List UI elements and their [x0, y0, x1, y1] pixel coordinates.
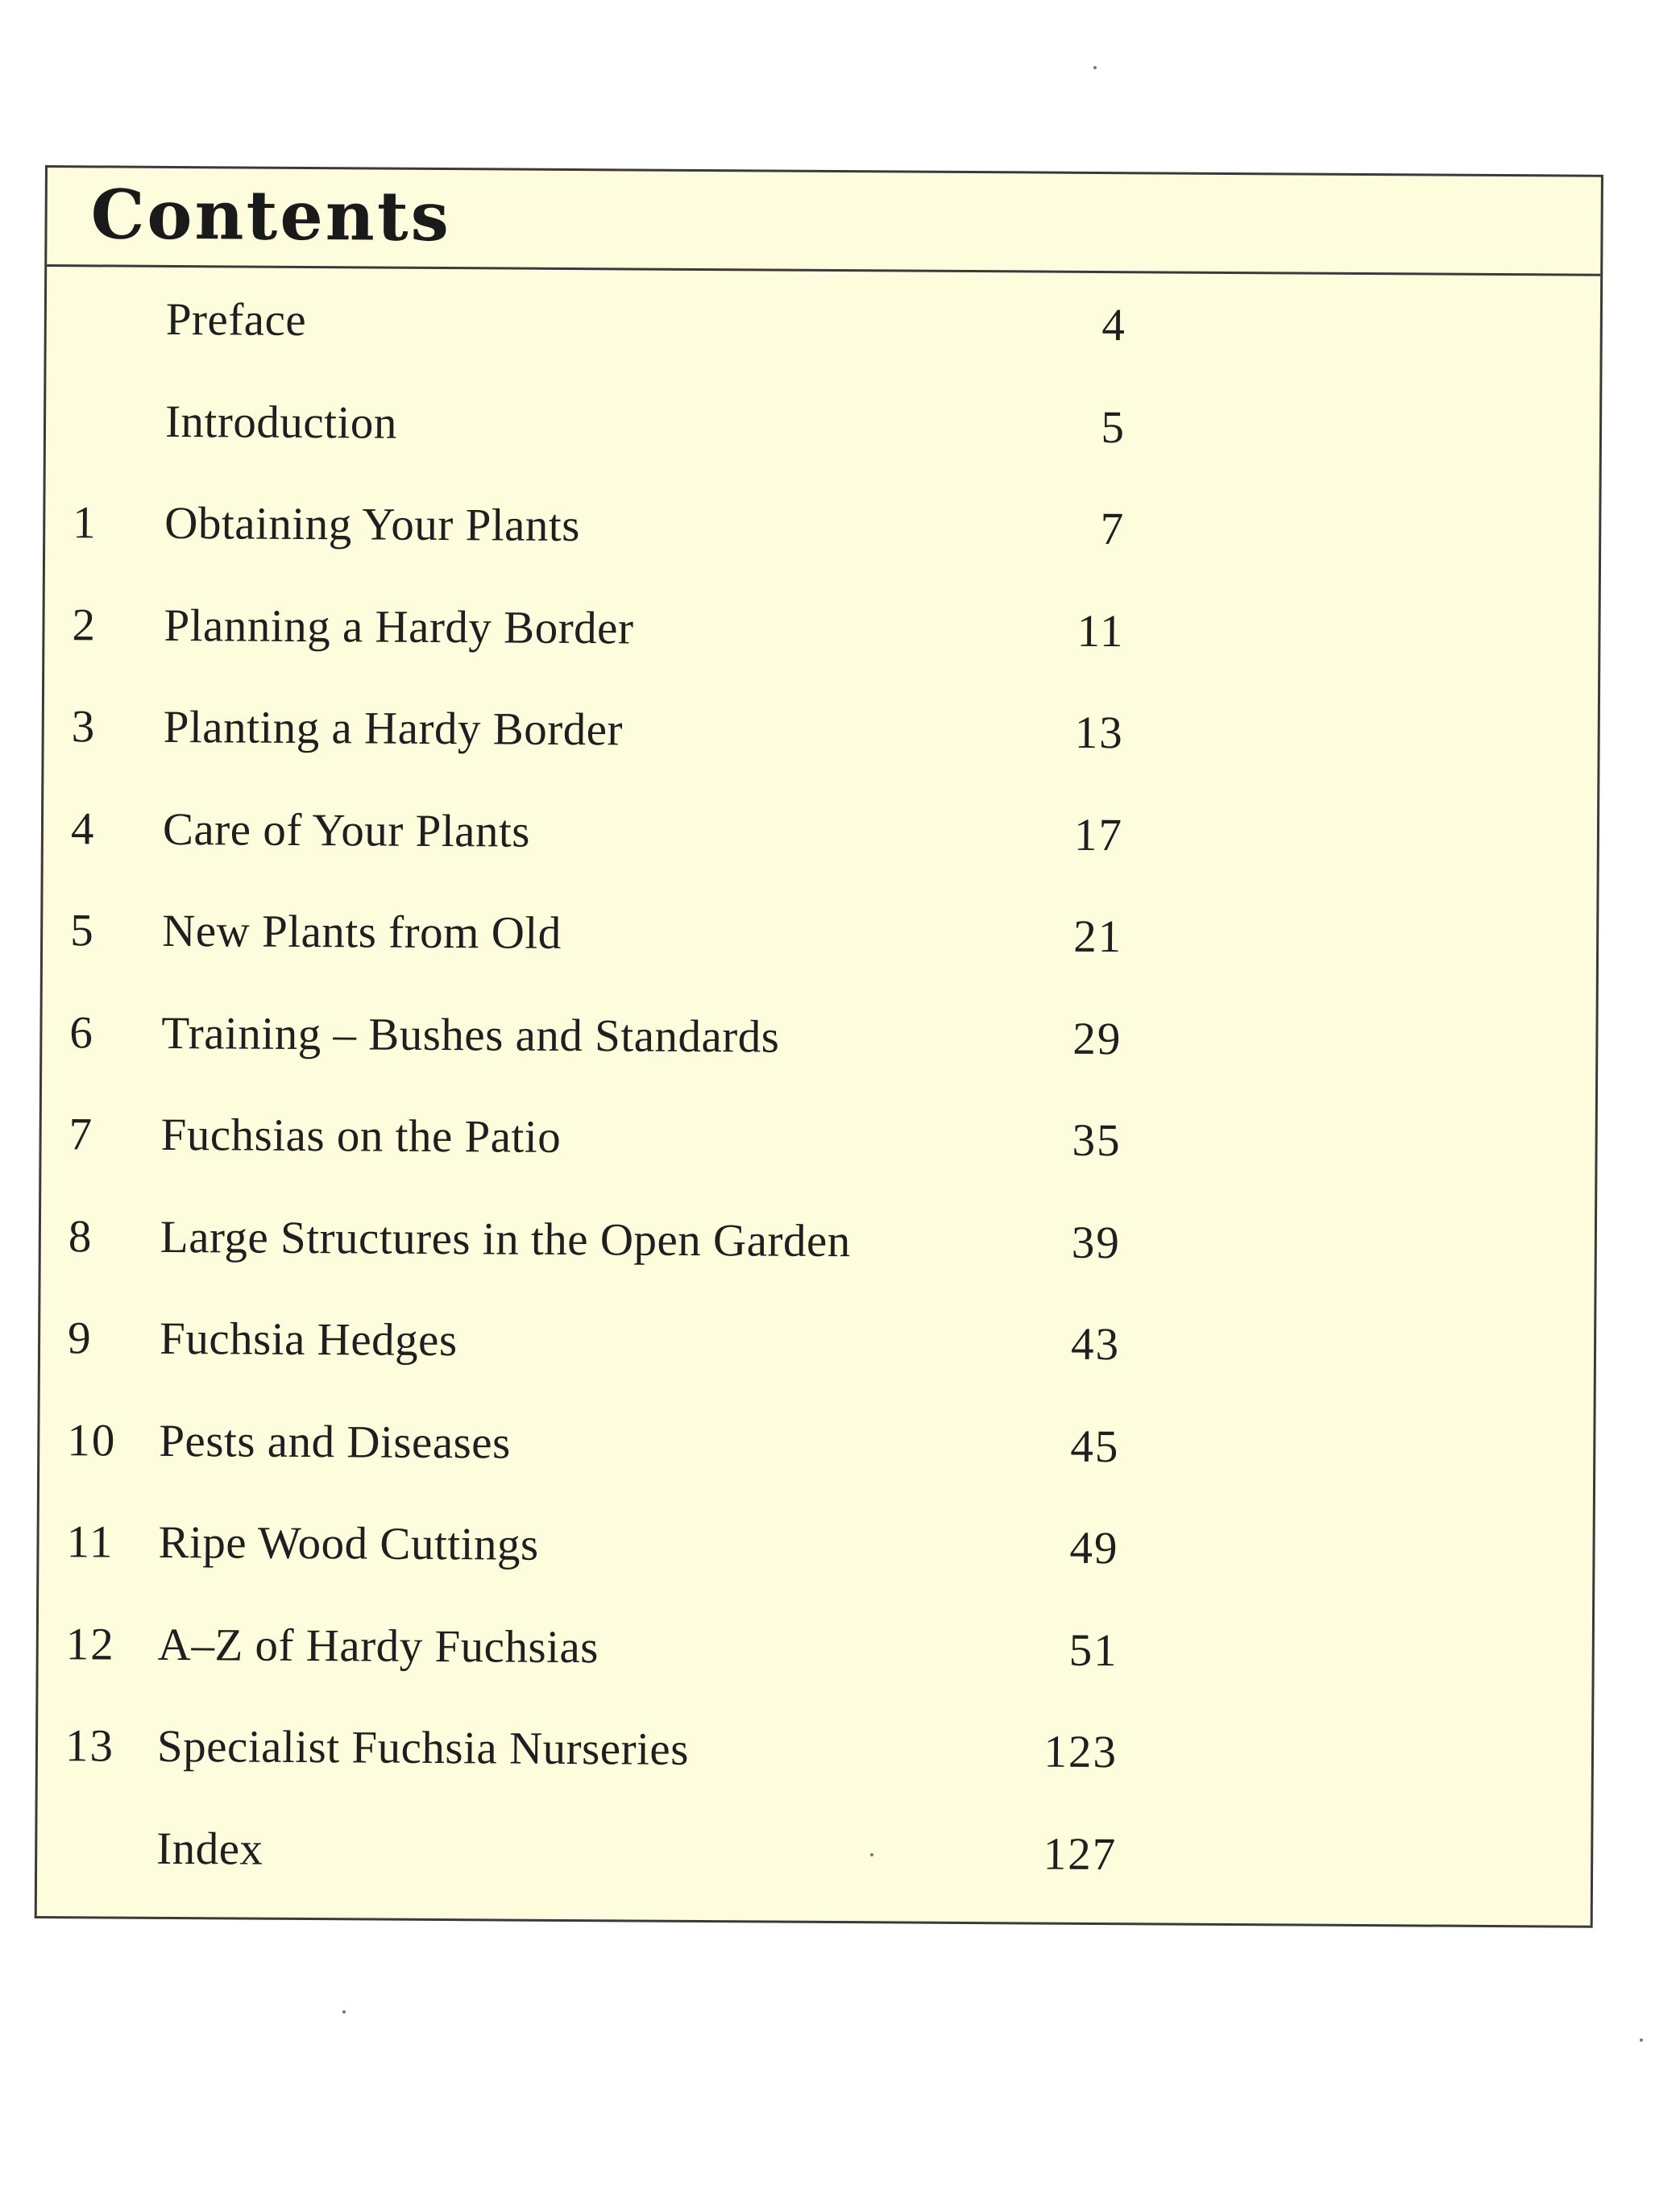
chapter-title: Specialist Fuchsia Nurseries — [156, 1720, 690, 1775]
page-number: 21 — [1072, 910, 1123, 963]
chapter-title: Large Structures in the Open Garden — [160, 1211, 851, 1267]
contents-header — [47, 168, 1601, 276]
chapter-title: New Plants from Old — [162, 905, 562, 959]
toc-entry — [38, 1706, 1592, 1796]
toc-entry — [44, 789, 1598, 879]
chapter-number: 3 — [71, 701, 97, 753]
toc-entry — [46, 381, 1600, 471]
chapter-number: 6 — [69, 1006, 95, 1058]
contents-box — [35, 165, 1603, 1928]
toc-entry — [37, 1807, 1591, 1897]
paper-speck — [342, 2010, 346, 2014]
chapter-number: 10 — [67, 1414, 117, 1466]
toc-entry — [42, 992, 1596, 1082]
toc-entry — [39, 1502, 1593, 1592]
chapter-number: 5 — [70, 905, 95, 956]
page-number: 43 — [1070, 1318, 1121, 1371]
toc-entry — [44, 686, 1598, 777]
chapter-title: Index — [156, 1823, 263, 1875]
page-number: 35 — [1072, 1114, 1122, 1167]
page-number: 13 — [1074, 707, 1124, 759]
chapter-title: Pests and Diseases — [159, 1415, 511, 1469]
paper-speck — [1640, 2038, 1643, 2042]
chapter-title: Fuchsia Hedges — [159, 1313, 458, 1367]
chapter-number: 4 — [70, 803, 96, 854]
chapter-title: Planting a Hardy Border — [163, 701, 624, 756]
toc-entry — [41, 1196, 1595, 1286]
chapter-number: 8 — [68, 1210, 93, 1262]
page-number: 5 — [1101, 401, 1126, 453]
page-number: 51 — [1068, 1624, 1118, 1676]
page-number: 7 — [1100, 504, 1126, 555]
page-number: 45 — [1070, 1421, 1120, 1472]
chapter-number: 1 — [73, 497, 97, 549]
chapter-number: 11 — [66, 1516, 114, 1568]
toc-entry — [38, 1603, 1592, 1694]
chapter-title: Fuchsias on the Patio — [160, 1109, 562, 1163]
chapter-number: 2 — [72, 599, 97, 650]
toc-entry — [43, 890, 1597, 981]
paper-speck — [1093, 66, 1097, 69]
page-number: 123 — [1043, 1726, 1118, 1778]
chapter-title: Introduction — [164, 396, 398, 449]
toc-entry — [39, 1400, 1594, 1490]
chapter-title: Obtaining Your Plants — [164, 497, 581, 552]
chapter-number: 7 — [68, 1109, 94, 1160]
chapter-title: Planning a Hardy Border — [164, 599, 634, 653]
paper-speck — [870, 1853, 873, 1856]
toc-entry — [40, 1298, 1595, 1388]
toc-entry — [41, 1094, 1595, 1184]
page-number: 29 — [1072, 1013, 1122, 1064]
page-number: 4 — [1101, 300, 1127, 351]
page-number: 11 — [1076, 605, 1125, 657]
chapter-title: Training – Bushes and Standards — [161, 1007, 780, 1063]
page-number: 49 — [1069, 1522, 1119, 1574]
chapter-title: Care of Your Plants — [162, 803, 531, 857]
page-title: Contents — [90, 174, 452, 257]
chapter-number: 13 — [64, 1720, 115, 1772]
toc-entry — [47, 279, 1601, 369]
chapter-number: 12 — [65, 1618, 115, 1670]
chapter-title: Ripe Wood Cuttings — [158, 1516, 539, 1570]
toc-entry — [45, 483, 1599, 573]
page-number: 39 — [1071, 1217, 1122, 1268]
chapter-title: Preface — [165, 293, 307, 346]
toc-entry — [44, 585, 1599, 675]
page-number: 17 — [1073, 809, 1124, 861]
chapter-title: A–Z of Hardy Fuchsias — [157, 1619, 599, 1673]
chapter-number: 9 — [67, 1313, 93, 1364]
page-number: 127 — [1043, 1828, 1118, 1880]
